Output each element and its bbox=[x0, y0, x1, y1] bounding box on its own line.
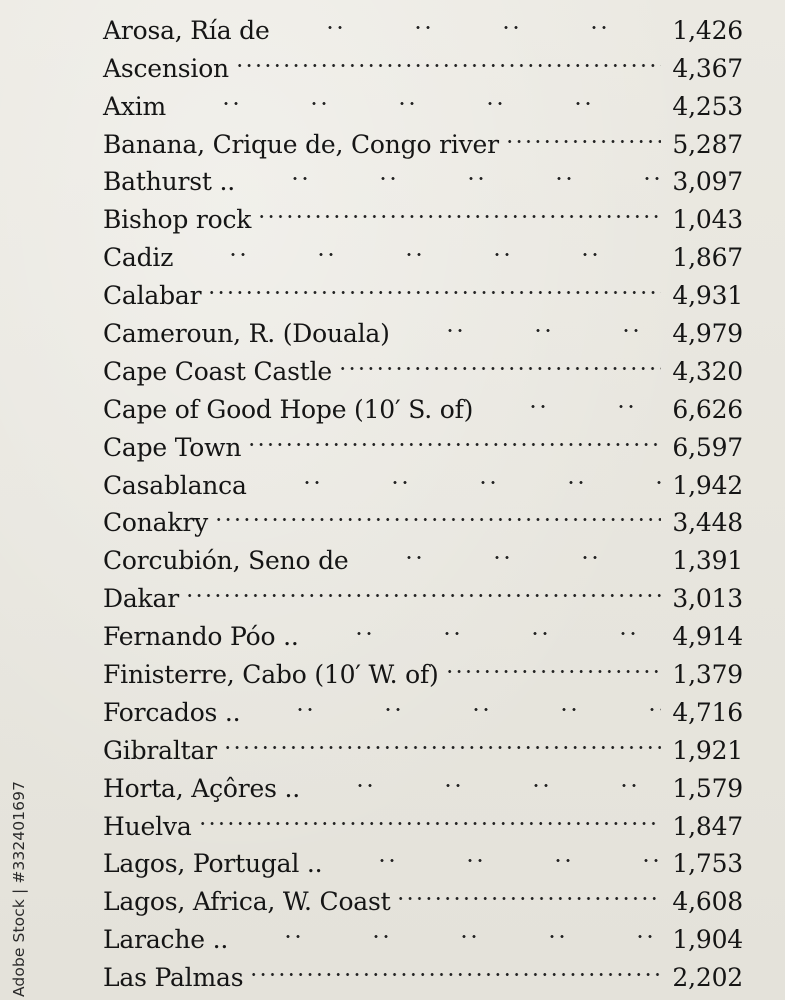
distance-value: 4,931 bbox=[672, 281, 743, 311]
distance-table bbox=[103, 0, 743, 993]
distance-value: 1,921 bbox=[672, 735, 743, 765]
dot-leader bbox=[198, 797, 661, 835]
distance-value: 1,942 bbox=[672, 470, 743, 500]
table-row bbox=[103, 1, 743, 45]
table-row bbox=[103, 607, 743, 652]
place-name: Forcados .. bbox=[103, 697, 241, 727]
dot-leader bbox=[355, 531, 662, 569]
distance-value: 4,367 bbox=[672, 53, 743, 83]
place-name: Larache .. bbox=[103, 925, 229, 955]
place-name: Lagos, Africa, W. Coast bbox=[103, 887, 391, 917]
place-name: Bishop rock bbox=[103, 205, 252, 235]
dot-leader bbox=[396, 304, 661, 342]
place-name: Cape Town bbox=[103, 432, 242, 462]
distance-value: 3,097 bbox=[672, 167, 743, 197]
place-name: Axim bbox=[103, 91, 167, 121]
distance-value: 1,847 bbox=[672, 811, 743, 841]
place-name: Gibraltar bbox=[103, 735, 217, 765]
distance-value: 4,979 bbox=[672, 319, 743, 349]
dot-leader bbox=[257, 190, 661, 228]
dot-leader bbox=[241, 153, 661, 191]
table-row bbox=[103, 266, 743, 311]
place-name: Bathurst .. bbox=[103, 167, 235, 197]
dot-leader bbox=[235, 39, 661, 77]
dot-leader bbox=[214, 494, 661, 532]
dot-leader bbox=[505, 115, 661, 153]
dot-leader bbox=[207, 266, 661, 304]
dot-leader bbox=[276, 1, 661, 39]
place-name: Corcubión, Seno de bbox=[103, 546, 349, 576]
place-name: Conakry bbox=[103, 508, 209, 538]
distance-value: 6,597 bbox=[672, 432, 743, 462]
place-name: Dakar bbox=[103, 584, 179, 614]
dot-leader bbox=[247, 418, 661, 456]
distance-value: 1,753 bbox=[672, 849, 743, 879]
distance-value: 1,391 bbox=[672, 546, 743, 576]
place-name: Lagos, Portugal .. bbox=[103, 849, 323, 879]
table-row bbox=[103, 835, 743, 879]
table-row bbox=[103, 797, 743, 841]
place-name: Cape of Good Hope (10′ S. of) bbox=[103, 394, 474, 424]
place-name: Cameroun, R. (Douala) bbox=[103, 319, 390, 349]
distance-value: 1,867 bbox=[672, 243, 743, 273]
dot-leader bbox=[306, 759, 661, 797]
place-name: Fernando Póo .. bbox=[103, 622, 299, 652]
distance-value: 4,253 bbox=[672, 91, 743, 121]
distance-value: 1,426 bbox=[672, 15, 743, 45]
place-name: Casablanca bbox=[103, 470, 247, 500]
place-name: Las Palmas bbox=[103, 963, 244, 993]
table-row bbox=[103, 228, 743, 273]
place-name: Cadiz bbox=[103, 243, 174, 273]
dot-leader bbox=[328, 835, 661, 873]
table-row bbox=[103, 115, 743, 159]
dot-leader bbox=[445, 645, 661, 683]
distance-value: 5,287 bbox=[672, 129, 743, 159]
place-name: Ascension bbox=[103, 53, 229, 83]
dot-leader bbox=[305, 607, 661, 645]
place-name: Finisterre, Cabo (10′ W. of) bbox=[103, 660, 439, 690]
dot-leader bbox=[179, 228, 661, 266]
place-name: Banana, Crique de, Congo river bbox=[103, 129, 499, 159]
place-name: Calabar bbox=[103, 281, 202, 311]
distance-value: 1,379 bbox=[672, 660, 743, 690]
distance-value: 4,320 bbox=[672, 356, 743, 386]
distance-value: 1,043 bbox=[672, 205, 743, 235]
dot-leader bbox=[172, 77, 661, 115]
distance-value: 4,914 bbox=[672, 622, 743, 652]
place-name: Horta, Açôres .. bbox=[103, 773, 300, 803]
dot-leader bbox=[479, 380, 661, 418]
dot-leader bbox=[246, 683, 661, 721]
dot-leader bbox=[338, 342, 661, 380]
dot-leader bbox=[234, 910, 661, 948]
table-row bbox=[103, 569, 743, 614]
distance-value: 1,904 bbox=[672, 925, 743, 955]
place-name: Arosa, Ría de bbox=[103, 15, 270, 45]
place-name: Huelva bbox=[103, 811, 192, 841]
distance-value: 3,013 bbox=[672, 584, 743, 614]
distance-value: 2,202 bbox=[672, 963, 743, 993]
dot-leader bbox=[396, 872, 661, 910]
place-name: Cape Coast Castle bbox=[103, 356, 332, 386]
table-row bbox=[103, 77, 743, 121]
dot-leader bbox=[223, 721, 661, 759]
distance-value: 4,716 bbox=[672, 697, 743, 727]
dot-leader bbox=[253, 456, 661, 494]
dot-leader bbox=[249, 948, 661, 986]
distance-value: 1,579 bbox=[672, 773, 743, 803]
stock-watermark-label: Adobe Stock | #332401697 bbox=[10, 780, 28, 997]
distance-value: 6,626 bbox=[672, 394, 743, 424]
dot-leader bbox=[185, 569, 661, 607]
distance-value: 3,448 bbox=[672, 508, 743, 538]
distance-value: 4,608 bbox=[672, 887, 743, 917]
